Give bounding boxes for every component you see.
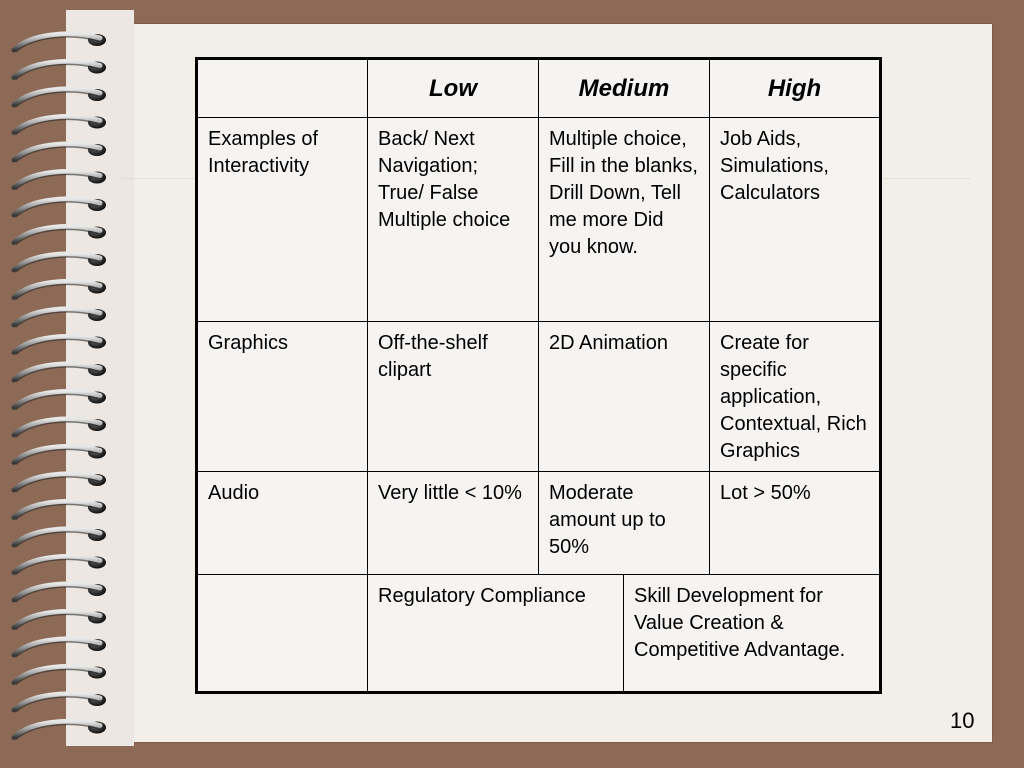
header-medium: Medium — [539, 59, 710, 118]
table-row — [197, 322, 881, 472]
footer-row — [197, 575, 881, 693]
row-label: Graphics — [197, 322, 368, 472]
cell-medium: Moderate amount up to 50% — [539, 472, 710, 575]
footer-left-cell: Regulatory Compliance — [368, 575, 624, 693]
table-row — [197, 472, 881, 575]
footer-label — [197, 575, 368, 693]
header-corner-cell — [197, 59, 368, 118]
page-number: 10 — [950, 708, 975, 733]
row-label: Audio — [197, 472, 368, 575]
header-low: Low — [368, 59, 539, 118]
header-high: High — [710, 59, 881, 118]
row-label: Examples of Interactivity — [197, 118, 368, 322]
cell-low: Back/ Next Navigation; True/ False Multiple choice — [368, 118, 539, 322]
cell-low: Off-the-shelf clipart — [368, 322, 539, 472]
cell-high: Create for specific application, Contextual, Rich Graphics — [710, 322, 881, 472]
table-row — [197, 118, 881, 322]
cell-low: Very little < 10% — [368, 472, 539, 575]
cell-medium: 2D Animation — [539, 322, 710, 472]
cell-high: Lot > 50% — [710, 472, 881, 575]
header-row — [197, 59, 881, 118]
footer-right-cell: Skill Development for Value Creation & Competitive Advantage. — [624, 575, 881, 693]
interactivity-levels-table — [195, 57, 882, 694]
cell-medium: Multiple choice, Fill in the blanks, Drill Down, Tell me more Did you know. — [539, 118, 710, 322]
cell-high: Job Aids, Simulations, Calculators — [710, 118, 881, 322]
spiral-binding-icon — [0, 0, 130, 768]
